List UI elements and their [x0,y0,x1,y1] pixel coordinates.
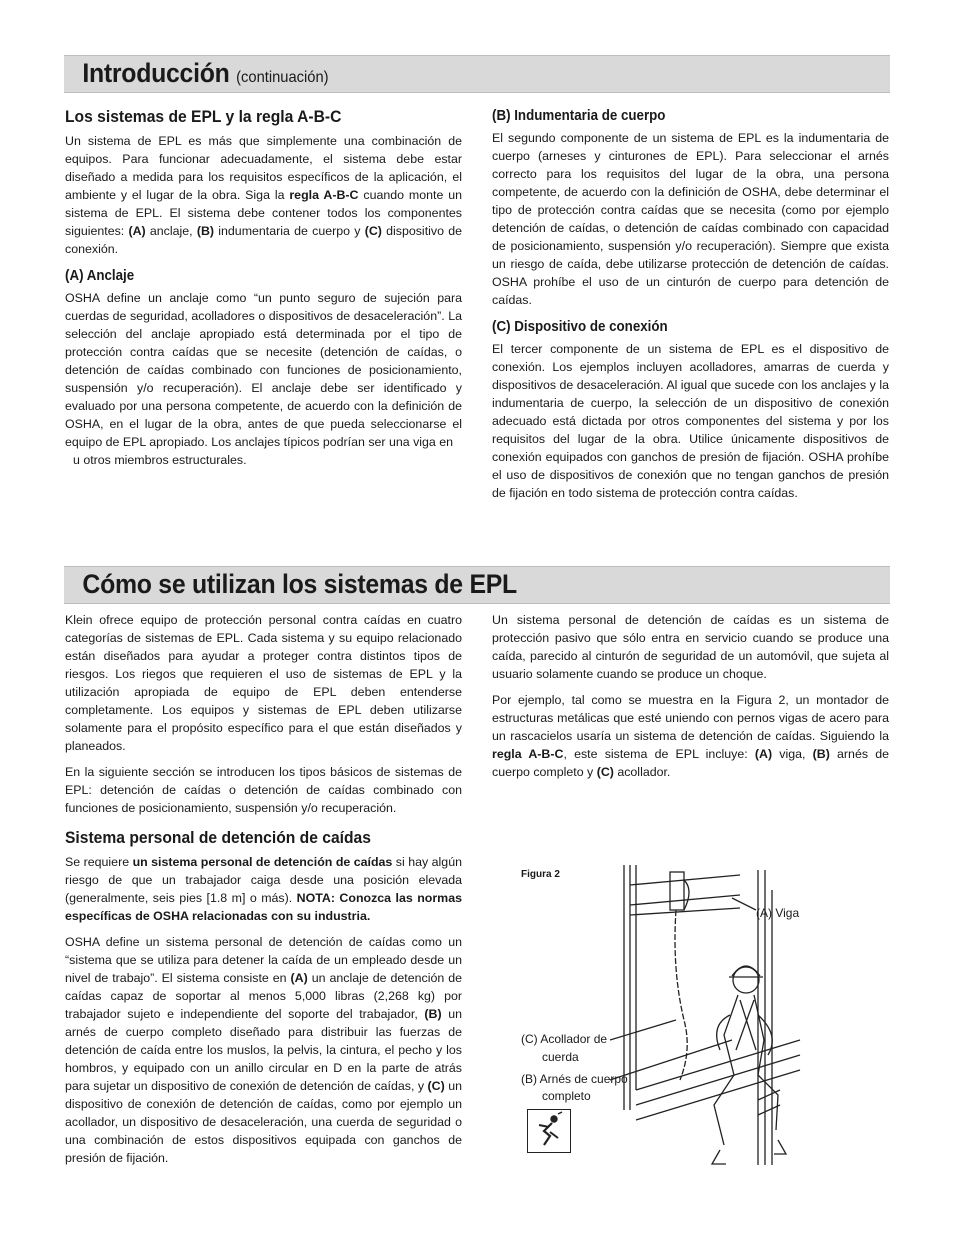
callout-arnes-2: completo [542,1089,591,1103]
callout-viga: (A) Viga [756,906,800,920]
indumentaria-paragraph: El segundo componente de un sistema de EPL es la indumentaria de cuerpo (arneses y cinturones de EPL). Para seleccionar el arnés correcto para los requisitos del lugar de la obra, una persona competente, de acuerdo con la definición de OSHA, debe determinar el tipo de protección contra caídas que se necesita (como por ejemplo detención de caídas, o detención de caídas combinado con capacidad de posicionamiento, suspensión y/o recuperación). Siempre que exista un riesgo de caída, debe utilizarse protección de detención de caídas. OSHA prohíbe el uso de un cinturón de cuerpo para detención de caídas. [492,131,889,307]
como-title: Cómo se utilizan los sistemas de EPL [82,569,517,599]
figure-label: Figura 2 [521,869,560,880]
como-intro-paragraph: Klein ofrece equipo de protección personal contra caídas en cuatro categorías de sistemas de EPL. Cada sistema y su equipo relacionado están diseñados para ayudar a proteger contra distintos tipos de riesgos. Los riegos que requieren el uso de sistemas de EPL y la utilización apropiada de equipo de EPL deben entenderse completamente. Los equipos y sistemas de EPL deben utilizarse solamente para el propósito específico para el que están diseñados y planeados. [65,613,462,753]
anclaje-paragraph: OSHA define un anclaje como “un punto seguro de sujeción para cuerdas de seguridad, acolladores o dispositivos de desaceleración”. La selección del anclaje apropiado está determinada por el tipo de protección contra caídas que se necesite (detención de caídas, o detención de caídas combinado con funciones de posicionamiento, suspensión y/o recuperación). El anclaje debe ser identificado y evaluado por una persona competente, de acuerdo con la definición de OSHA, en el lugar de la obra, antes de que pueda seleccionarse el equipo de EPL apropiado. Los anclajes típicos podrían ser una viga en [65,291,462,449]
dispositivo-heading: (C) Dispositivo de conexión [492,319,668,335]
intro-title: Introducción [82,58,230,88]
dispositivo-paragraph: El tercer componente de un sistema de EPL es el dispositivo de conexión. Los ejemplos incluyen acolladores, amarras de cuerda y dispositivos de desaceleración. Al igual que sucede con los anclajes y la indumentaria de cuerpo, la selección de un dispositivo de conexión adecuado está dictada por otros componentes del sistema y por los requisitos del lugar de la obra. Utilice únicamente dispositivos de conexión equipados con ganchos de presión de fijación. OSHA prohíbe el uso de dispositivos de conexión que no tengan ganchos de presión de fijación en todo sistema de protección contra caídas. [492,342,889,500]
passive-system-paragraph: Un sistema personal de detención de caídas es un sistema de protección pasivo que sólo entra en servicio cuando se produce una caída, parecido al cinturón de seguridad de un automóvil, que sujeta al usuario solamente cuando se produce un choque. [492,613,889,681]
personal-paragraph-1: Se requiere un sistema personal de detención de caídas si hay algún riesgo de que un trabajador caiga desde una posición elevada (generalmente, seis pies [1.8 m] o más). NOTA: Conozca las normas específicas de OSHA relacionadas con su industria. [65,855,462,923]
como-right-column [492,611,889,789]
personal-heading: Sistema personal de detención de caídas [65,828,371,847]
example-paragraph: Por ejemplo, tal como se muestra en la Figura 2, un montador de estructuras metálicas que esté uniendo con pernos vigas de acero para un rascacielos usaría un sistema de detención de caídas. Siguiendo la regla A-B-C, este sistema de EPL incluye: (A) viga, (B) arnés de cuerpo completo y (C) acollador. [492,693,889,779]
indumentaria-heading: (B) Indumentaria de cuerpo [492,108,666,124]
personal-paragraph-2: OSHA define un sistema personal de detención de caídas como un “sistema que se utiliza para detener la caída de un empleado desde un nivel de trabajo”. El sistema consiste en (A) un anclaje de detención de caídas capaz de soportar al menos 5,000 libras (2,268 kg) por trabajador sujeto e independiente del soporte del trabajador, (B) un arnés de cuerpo completo diseñado para distribuir las fuerzas de detención de caída entre los muslos, la pelvis, la cintura, el pecho y los hombros, y equipado con un anillo circular en D en la parte de atrás para sujetar un dispositivo de conexión de detención de caídas, y (C) un dispositivo de conexión de detención de caídas, como por ejemplo un acollador, un dispositivo de desaceleración, una cuerda de seguridad o una combinación de estos dispositivos equipada con ganchos de presión de fijación. [65,935,463,1165]
callout-acollador-2: cuerda [542,1050,579,1064]
anclaje-heading: (A) Anclaje [65,268,135,284]
abc-heading: Los sistemas de EPL y la regla A-B-C [65,107,342,126]
callout-acollador-1: (C) Acollador de [521,1032,608,1046]
como-left-column [65,611,462,1175]
intro-title-band [64,55,890,93]
fall-hazard-icon [527,1109,571,1153]
page-title [64,56,824,95]
como-title-band [64,566,890,604]
abc-paragraph: Un sistema de EPL es más que simplemente una combinación de equipos. Para funcionar adecuadamente, el sistema debe estar diseñado a medida para los requisitos específicos de la aplicación, el ambiente y el lugar de la obra. Siga la regla A-B-C cuando monte un sistema de EPL. El sistema debe contener todos los componentes siguientes: (A) anclaje, (B) indumentaria de cuerpo y (C) dispositivo de conexión. [65,134,462,256]
abc-section [65,106,462,477]
intro-subtitle: (continuación) [236,69,329,86]
callout-arnes-1: (B) Arnés de cuerpo [521,1072,628,1086]
indumentaria-section [492,106,889,510]
como-types-paragraph: En la siguiente sección se introducen los tipos básicos de sistemas de EPL: detención de caídas o detención de caídas combinado con funciones de posicionamiento, suspensión y/o recuperación. [65,765,462,815]
anclaje-paragraph-tail: u otros miembros estructurales. [73,453,247,467]
